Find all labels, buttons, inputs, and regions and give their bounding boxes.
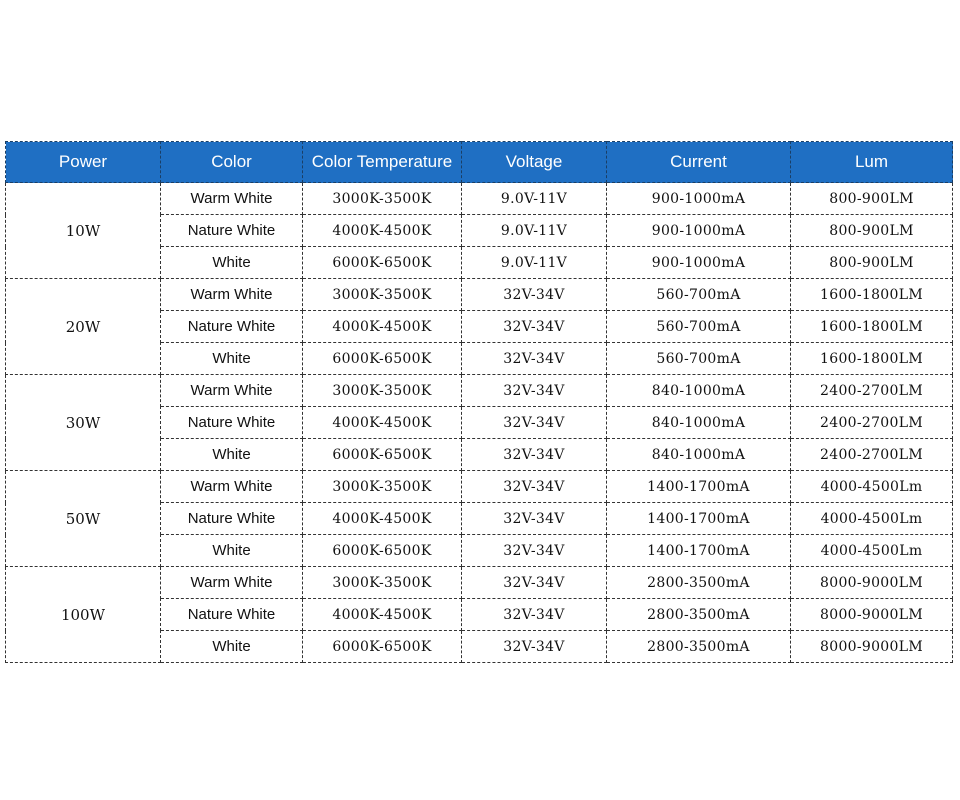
current-cell: 2800-3500mA [607, 631, 791, 663]
color-cell: Nature White [161, 599, 303, 631]
voltage-cell: 32V-34V [462, 407, 607, 439]
voltage-cell: 32V-34V [462, 279, 607, 311]
color-temperature-cell: 4000K-4500K [303, 503, 462, 535]
color-cell: Warm White [161, 567, 303, 599]
color-cell: Nature White [161, 215, 303, 247]
color-temperature-cell: 3000K-3500K [303, 471, 462, 503]
current-cell: 900-1000mA [607, 247, 791, 279]
current-cell: 1400-1700mA [607, 503, 791, 535]
header-row [6, 142, 953, 183]
power-cell: 50W [6, 471, 161, 567]
color-cell: Nature White [161, 407, 303, 439]
led-spec-table [5, 141, 953, 663]
color-cell: White [161, 535, 303, 567]
color-temperature-cell: 3000K-3500K [303, 279, 462, 311]
voltage-cell: 9.0V-11V [462, 183, 607, 215]
power-cell: 100W [6, 567, 161, 663]
voltage-cell: 32V-34V [462, 631, 607, 663]
color-temperature-cell: 6000K-6500K [303, 247, 462, 279]
color-temperature-cell: 4000K-4500K [303, 215, 462, 247]
current-cell: 1400-1700mA [607, 471, 791, 503]
lum-cell: 1600-1800LM [791, 311, 953, 343]
color-cell: Warm White [161, 279, 303, 311]
header-color-temperature: Color Temperature [303, 142, 462, 183]
current-cell: 560-700mA [607, 311, 791, 343]
voltage-cell: 32V-34V [462, 471, 607, 503]
lum-cell: 4000-4500Lm [791, 535, 953, 567]
table-row [6, 183, 953, 215]
voltage-cell: 32V-34V [462, 311, 607, 343]
color-cell: White [161, 247, 303, 279]
lum-cell: 8000-9000LM [791, 599, 953, 631]
color-temperature-cell: 6000K-6500K [303, 343, 462, 375]
lum-cell: 800-900LM [791, 215, 953, 247]
lum-cell: 1600-1800LM [791, 343, 953, 375]
lum-cell: 2400-2700LM [791, 407, 953, 439]
current-cell: 900-1000mA [607, 183, 791, 215]
header-voltage: Voltage [462, 142, 607, 183]
header-lum: Lum [791, 142, 953, 183]
voltage-cell: 32V-34V [462, 599, 607, 631]
lum-cell: 2400-2700LM [791, 375, 953, 407]
current-cell: 840-1000mA [607, 375, 791, 407]
color-temperature-cell: 6000K-6500K [303, 631, 462, 663]
voltage-cell: 32V-34V [462, 375, 607, 407]
header-color: Color [161, 142, 303, 183]
lum-cell: 8000-9000LM [791, 567, 953, 599]
color-cell: White [161, 631, 303, 663]
voltage-cell: 32V-34V [462, 439, 607, 471]
color-temperature-cell: 3000K-3500K [303, 567, 462, 599]
color-temperature-cell: 3000K-3500K [303, 183, 462, 215]
power-cell: 20W [6, 279, 161, 375]
table-row [6, 471, 953, 503]
table-row [6, 375, 953, 407]
color-temperature-cell: 3000K-3500K [303, 375, 462, 407]
color-temperature-cell: 4000K-4500K [303, 311, 462, 343]
current-cell: 840-1000mA [607, 407, 791, 439]
color-cell: Warm White [161, 183, 303, 215]
lum-cell: 8000-9000LM [791, 631, 953, 663]
color-cell: White [161, 439, 303, 471]
header-current: Current [607, 142, 791, 183]
color-cell: Warm White [161, 375, 303, 407]
current-cell: 560-700mA [607, 343, 791, 375]
color-cell: Warm White [161, 471, 303, 503]
lum-cell: 800-900LM [791, 183, 953, 215]
power-cell: 30W [6, 375, 161, 471]
color-temperature-cell: 4000K-4500K [303, 407, 462, 439]
voltage-cell: 32V-34V [462, 503, 607, 535]
power-cell: 10W [6, 183, 161, 279]
voltage-cell: 32V-34V [462, 535, 607, 567]
lum-cell: 2400-2700LM [791, 439, 953, 471]
table-body [6, 183, 953, 663]
voltage-cell: 32V-34V [462, 343, 607, 375]
color-cell: White [161, 343, 303, 375]
lum-cell: 4000-4500Lm [791, 471, 953, 503]
current-cell: 900-1000mA [607, 215, 791, 247]
voltage-cell: 32V-34V [462, 567, 607, 599]
current-cell: 1400-1700mA [607, 535, 791, 567]
color-temperature-cell: 6000K-6500K [303, 439, 462, 471]
table-row [6, 279, 953, 311]
current-cell: 840-1000mA [607, 439, 791, 471]
voltage-cell: 9.0V-11V [462, 247, 607, 279]
table-row [6, 567, 953, 599]
color-temperature-cell: 4000K-4500K [303, 599, 462, 631]
color-cell: Nature White [161, 503, 303, 535]
lum-cell: 4000-4500Lm [791, 503, 953, 535]
voltage-cell: 9.0V-11V [462, 215, 607, 247]
current-cell: 2800-3500mA [607, 567, 791, 599]
header-power: Power [6, 142, 161, 183]
lum-cell: 800-900LM [791, 247, 953, 279]
current-cell: 2800-3500mA [607, 599, 791, 631]
table-header [6, 142, 953, 183]
color-temperature-cell: 6000K-6500K [303, 535, 462, 567]
lum-cell: 1600-1800LM [791, 279, 953, 311]
color-cell: Nature White [161, 311, 303, 343]
current-cell: 560-700mA [607, 279, 791, 311]
